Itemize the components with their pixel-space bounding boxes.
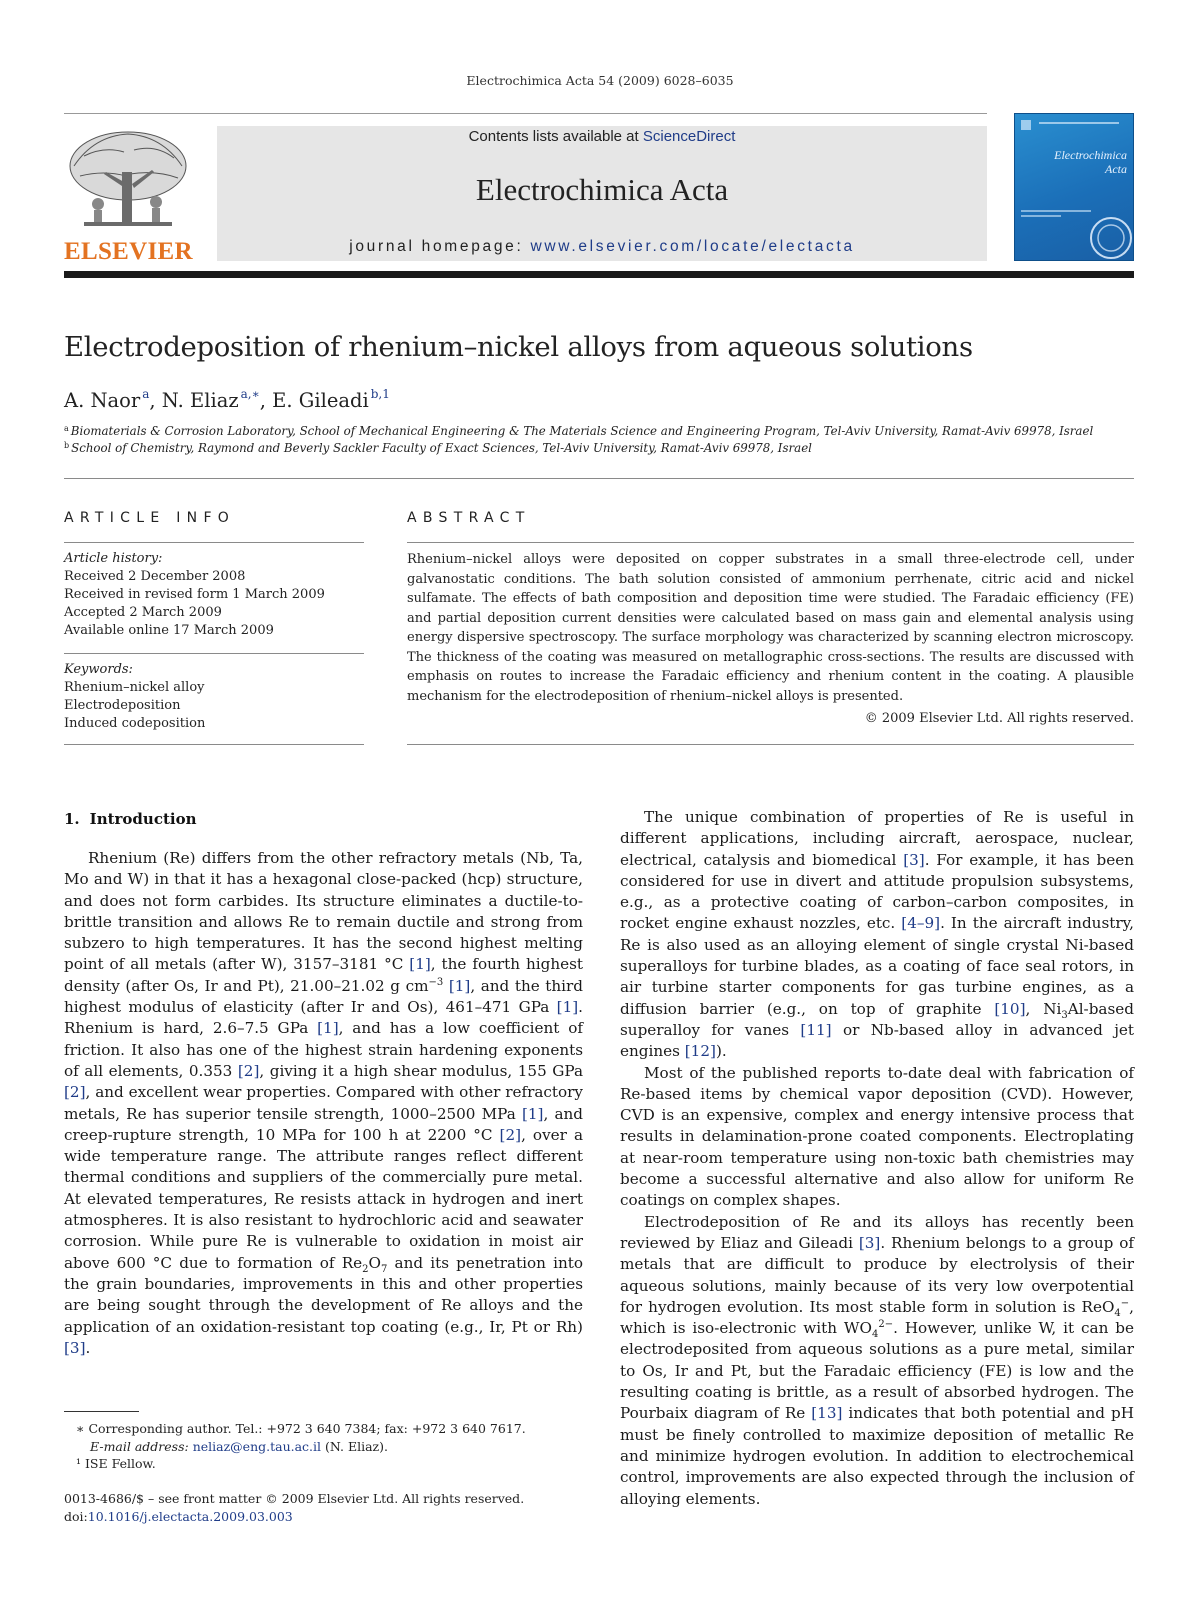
- doi-link[interactable]: 10.1016/j.electacta.2009.03.003: [87, 1509, 293, 1524]
- author-name: A. Naor: [64, 389, 141, 412]
- abstract-text: Rhenium–nickel alloys were deposited on copper substrates in a small three-electrode cell, under galvanostatic conditions. The bath solution consisted of ammonium perrhenate, citric acid and nickel sulfamate. The effects of bath composition and deposition time were studied. The Faradaic efficiency (FE) and partial deposition current densities were calculated based on mass gain and elemental analysis using energy dispersive spectroscopy. The surface morphology was characterized by scanning electron microscopy. The thickness of the coating was measured on metallographic cross-sections. The results are discussed with emphasis on routes to increase the Faradaic efficiency and rhenium content in the coating. A plausible mechanism for the electrodeposition of rhenium–nickel alloys is presented.: [407, 552, 1134, 704]
- email-suffix: (N. Eliaz).: [321, 1438, 388, 1454]
- email-label: E-mail address:: [90, 1438, 193, 1454]
- section-number: 1.: [64, 810, 80, 828]
- superscript: 2−: [878, 1319, 894, 1331]
- header-top-rule: [64, 113, 987, 114]
- history-label: Article history:: [64, 551, 163, 566]
- history-accepted: Accepted 2 March 2009: [64, 605, 222, 620]
- citation-link[interactable]: [2]: [64, 1083, 86, 1102]
- citation-link[interactable]: [4–9]: [901, 914, 941, 933]
- article-info-rule-bottom: [64, 744, 364, 745]
- history-received: Received 2 December 2008: [64, 569, 246, 584]
- affiliation-a: [64, 424, 1093, 438]
- keyword-item[interactable]: Rhenium–nickel alloy: [64, 680, 205, 695]
- corresponding-author-note: ∗ Corresponding author. Tel.: +972 3 640 7384; fax: +972 3 640 7617.: [76, 1421, 526, 1436]
- header-bottom-rule: [64, 271, 1134, 278]
- keywords-block: [64, 661, 205, 733]
- contents-line: [217, 128, 987, 145]
- subscript: 7: [380, 1263, 388, 1275]
- article-history: [64, 550, 325, 640]
- contents-prefix: Contents lists available at: [468, 128, 643, 145]
- elsevier-logo[interactable]: [64, 126, 193, 265]
- affiliation-b: [64, 441, 812, 455]
- article-info-rule-top: [64, 542, 364, 543]
- history-online: Available online 17 March 2009: [64, 623, 274, 638]
- body-paragraph: Electrodeposition of Re and its alloys has recently been reviewed by Eliaz and Gileadi [3]. Rhenium belongs to a group of metals that are difficult to produce by electrolysis of their aqueous solutions, mainly because of its very low overpotential for hydrogen evolution. Its most stable form in solution is ReO$_4$−, which is iso-electronic with $WO_4^{2-}$. However, unlike W, it can be electrodeposited from aqueous solutions as a pure metal, similar to Os, Ir and Pt, but the Faradaic efficiency (FE) is low and the resulting coating is brittle, as a result of absorbed hydrogen. The Pourbaix diagram of Re [13] indicates that both potential and pH must be finely controlled to maximize deposition of metallic Re and minimize hydrogen evolution. In addition to electrochemical control, improvements are also expected through the inclusion of alloying elements.: [620, 1212, 1135, 1508]
- citation-link[interactable]: [1]: [521, 1104, 544, 1123]
- body-left-column: [64, 848, 583, 1359]
- cover-title-line1: Electrochimica: [1054, 148, 1127, 162]
- cover-title-line2: Acta: [1105, 162, 1127, 176]
- citation-link[interactable]: [1]: [448, 976, 471, 995]
- article-info-heading: ARTICLE INFO: [64, 510, 236, 526]
- superscript: −: [1120, 1297, 1130, 1309]
- author-name: N. Eliaz: [161, 389, 239, 412]
- citation-link[interactable]: [3]: [64, 1338, 86, 1357]
- superscript: −3: [428, 976, 444, 988]
- fellow-note: ¹ ISE Fellow.: [76, 1456, 156, 1471]
- author-affiliation-mark[interactable]: a,∗: [240, 387, 260, 401]
- journal-cover[interactable]: [1014, 113, 1134, 261]
- affiliation-mark: b: [64, 441, 70, 450]
- subscript: 4: [871, 1329, 879, 1341]
- citation-link[interactable]: [3]: [858, 1233, 881, 1252]
- affiliation-text: Biomaterials & Corrosion Laboratory, School of Mechanical Engineering & The Materials Science and Engineering Program, Tel-Aviv University, Ramat-Aviv 69978, Israel: [70, 424, 1094, 438]
- citation-link[interactable]: [3]: [903, 850, 925, 869]
- keyword-item[interactable]: Induced codeposition: [64, 716, 206, 731]
- citation-link[interactable]: [1]: [317, 1019, 339, 1038]
- citation-link[interactable]: [11]: [800, 1020, 832, 1039]
- citation-link[interactable]: [13]: [811, 1404, 843, 1423]
- section-title: Introduction: [89, 810, 197, 828]
- keywords-label: Keywords:: [64, 662, 133, 677]
- author-block-rule: [64, 478, 1134, 479]
- abstract-copyright: © 2009 Elsevier Ltd. All rights reserved.: [864, 711, 1134, 726]
- footnotes: [64, 1420, 526, 1473]
- article-title: Electrodeposition of rhenium–nickel alloys from aqueous solutions: [64, 331, 973, 363]
- issn-line: 0013-4686/$ – see front matter © 2009 Elsevier Ltd. All rights reserved.: [64, 1491, 525, 1506]
- body-paragraph: Rhenium (Re) differs from the other refractory metals (Nb, Ta, Mo and W) in that it has a hexagonal close-packed (hcp) structure, and does not form carbides. Its structure eliminates a ductile-to-brittle transition and allows Re to remain ductile and strong from subzero to high temperatures. It has the second highest melting point of all metals (after W), 3157–3181 °C [1], the fourth highest density (after Os, Ir and Pt), 21.00–21.02 g $cm^{-3}$ [1], and the third highest modulus of elasticity (after Ir and Os), 461–471 GPa [1]. Rhenium is hard, 2.6–7.5 GPa [1], and has a low coefficient of friction. It also has one of the highest strain hardening exponents of all elements, 0.353 [2], giving it a high shear modulus, 155 GPa [2], and excellent wear properties. Compared with other refractory metals, Re has superior tensile strength, 1000–2500 MPa [1], and creep-rupture strength, 10 MPa for 100 h at 2200 °C [2], over a wide temperature range. The attribute ranges reflect different thermal conditions and suppliers of the commercially pure metal. At elevated temperatures, Re resists attack in hydrogen and inert atmospheres. It is also resistant to hydrochloric acid and seawater corrosion. While pure Re is vulnerable to oxidation in moist air above 600 °C due to formation of $Re_2O_7$ and its penetration into the grain boundaries, improvements in this and other properties are being sought through the development of Re alloys and the application of an oxidation-resistant top coating (e.g., Ir, Pt or Rh) [3].: [64, 849, 584, 1357]
- body-paragraph: Most of the published reports to-date deal with fabrication of Re-based items by chemical vapor deposition (CVD). However, CVD is an expensive, complex and energy intensive process that results in delamination-prone coated components. Electroplating at near-room temperature using non-toxic bath chemistries may become a successful alternative and also allow for uniform Re coatings on complex shapes.: [620, 1063, 1134, 1210]
- citation-link[interactable]: [1]: [556, 998, 579, 1017]
- abstract-heading: ABSTRACT: [407, 510, 531, 526]
- cover-title: [1054, 148, 1127, 176]
- footnote-rule: [64, 1411, 139, 1412]
- author-affiliation-mark[interactable]: b,1: [370, 387, 390, 401]
- journal-citation: Electrochimica Acta 54 (2009) 6028–6035: [466, 73, 734, 88]
- doi-line: [64, 1508, 524, 1526]
- homepage-link[interactable]: www.elsevier.com/locate/electacta: [530, 238, 855, 255]
- author-separator: ,: [149, 389, 162, 412]
- elsevier-tree-icon: [64, 126, 192, 234]
- journal-name: Electrochimica Acta: [475, 172, 729, 207]
- keyword-item[interactable]: Electrodeposition: [64, 698, 181, 713]
- homepage-prefix: journal homepage:: [349, 238, 531, 255]
- email-note: [64, 1438, 526, 1456]
- front-matter-info: [64, 1490, 524, 1526]
- body-paragraph: The unique combination of properties of Re is useful in different applications, including aircraft, aerospace, nuclear, electrical, catalysis and biomedical [3]. For example, it has been considered for use in divert and attitude propulsion subsystems, e.g., as a protective coating of carbon–carbon composites, in rocket engine exhaust nozzles, etc. [4–9]. In the aircraft industry, Re is also used as an alloying element of single crystal Ni-based superalloys for turbine blades, as a coating of face seal rotors, in air turbine starter components for gas turbine engines, as a diffusion barrier (e.g., on top of graphite [10], $Ni_3Al$-based superalloy for vanes [11] or Nb-based alloy in advanced jet engines [12]).: [620, 808, 1134, 1061]
- homepage-line: [217, 238, 987, 256]
- subscript: 3: [1061, 1009, 1068, 1021]
- author-name: E. Gileadi: [272, 389, 369, 412]
- article-info-rule-mid: [64, 653, 364, 654]
- abstract-rule-bottom: [407, 744, 1134, 745]
- cover-art-icon: [1015, 114, 1133, 260]
- affiliation-text: School of Chemistry, Raymond and Beverly Sackler Faculty of Exact Sciences, Tel-Aviv University, Ramat-Aviv 69978, Israel: [71, 441, 812, 455]
- citation-link[interactable]: [2]: [499, 1125, 522, 1144]
- journal-header: [217, 126, 987, 261]
- subscript: 2: [362, 1263, 369, 1275]
- section-heading: [64, 810, 197, 828]
- citation-link[interactable]: [10]: [994, 999, 1026, 1018]
- author-list: [64, 387, 390, 412]
- citation-link[interactable]: [2]: [237, 1061, 260, 1080]
- citation-link[interactable]: [1]: [409, 955, 431, 974]
- author-separator: ,: [259, 389, 273, 412]
- history-revised: Received in revised form 1 March 2009: [64, 587, 325, 602]
- email-link[interactable]: neliaz@eng.tau.ac.il: [192, 1438, 322, 1454]
- author-affiliation-mark[interactable]: a: [142, 387, 150, 401]
- abstract-rule-top: [407, 542, 1134, 543]
- elsevier-wordmark: ELSEVIER: [64, 238, 193, 265]
- body-right-column: [620, 807, 1134, 1510]
- doi-prefix: doi:: [64, 1509, 88, 1524]
- citation-link[interactable]: [12]: [684, 1042, 716, 1061]
- subscript: 4: [1114, 1307, 1121, 1319]
- sciencedirect-link[interactable]: ScienceDirect: [642, 128, 736, 145]
- affiliation-mark: a: [64, 424, 69, 433]
